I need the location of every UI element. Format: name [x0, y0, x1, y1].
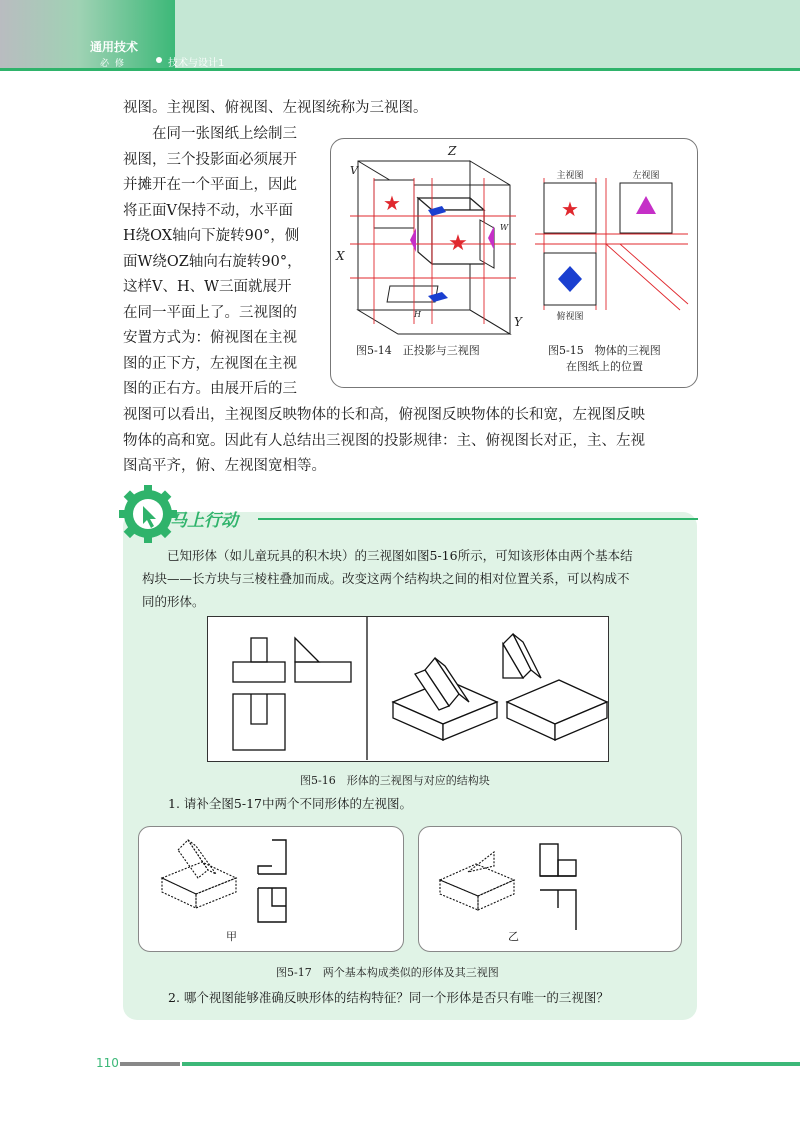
- plane-h: [358, 310, 510, 334]
- wrapped-paragraph: [123, 122, 323, 403]
- wrapped-line: 在同一张图纸上绘制三: [152, 126, 297, 142]
- wrapped-line: 并摊开在一个平面上，因此: [123, 177, 297, 193]
- label-yi: 乙: [508, 930, 519, 943]
- label-top-view: 俯视图: [556, 312, 584, 322]
- action-title: 马上行动: [170, 511, 238, 531]
- yi-isometric: [440, 852, 514, 910]
- full-line: 图高平齐，俯、左视图宽相等。: [123, 458, 326, 474]
- wrapped-line: 图的正下方，左视图在主视: [123, 355, 297, 372]
- fig517-caption: 图5-17 两个基本构成类似的形体及其三视图: [276, 966, 499, 979]
- action-line: 已知形体（如儿童玩具的积木块）的三视图如图5-16所示，可知该形体由两个基本结: [167, 548, 633, 563]
- full-line: 物体的高和宽。因此有人总结出三视图的投影规律：主、俯视图长对正，主、左视: [123, 432, 645, 449]
- isometric-blocks: [393, 634, 607, 740]
- wrapped-line: 面W绕OZ轴向右旋转90°，: [123, 253, 302, 270]
- label-left-view: 左视图: [632, 171, 660, 181]
- fig516-caption: 图5-16 形体的三视图与对应的结构块: [300, 774, 490, 787]
- body-line-0: 视图。主视图、俯视图、左视图统称为三视图。: [123, 100, 428, 116]
- wrapped-line: 图的正右方。由展开后的三: [123, 381, 297, 397]
- question-2: 2. 哪个视图能够准确反映形体的结构特征？同一个形体是否只有唯一的三视图？: [168, 990, 609, 1005]
- full-line: 视图可以看出，主视图反映物体的长和高，俯视图反映物体的长和宽，左视图反映: [123, 407, 645, 423]
- action-line: 构块——长方块与三棱柱叠加而成。改变这两个结构块之间的相对位置关系，可以构成不: [142, 571, 630, 586]
- jia-views: [258, 840, 286, 922]
- full-paragraph: [123, 403, 645, 480]
- axis-y: Y: [514, 315, 522, 329]
- wrapped-line: 将正面V保持不动，水平面: [123, 202, 293, 219]
- top-outline: [233, 694, 285, 750]
- page-number: 110: [96, 1056, 119, 1070]
- fig515-caption-1: 图5-15 物体的三视图: [548, 344, 661, 357]
- footer-gray-bar: [120, 1062, 180, 1066]
- figure-517-drawing: [138, 826, 682, 950]
- front-base: [233, 662, 285, 682]
- plane-label-v: V: [350, 164, 358, 177]
- wrapped-line: 视图，三个投影面必须展开: [123, 151, 297, 168]
- left-triangle: [295, 638, 319, 662]
- series-title: 通用技术: [90, 40, 139, 54]
- jia-isometric: [162, 840, 236, 908]
- top-inner: [251, 694, 267, 724]
- wrapped-line: 安置方式为：俯视图在主视: [123, 330, 297, 346]
- fig515-caption-2: 在图纸上的位置: [566, 360, 643, 373]
- h-projection: [387, 286, 438, 302]
- triangle-left-icon: [410, 228, 416, 252]
- header-gradient: [0, 0, 175, 68]
- header-dot: [156, 57, 162, 63]
- wrapped-line: 这样V、H、W三面就展开: [123, 279, 292, 295]
- wrapped-line: 在同一平面上了。三视图的: [123, 304, 297, 321]
- star-v-icon: ★: [383, 191, 401, 215]
- star-front-icon: ★: [448, 231, 468, 256]
- front-top-block: [251, 638, 267, 662]
- fig514-caption: 图5-14 正投影与三视图: [356, 344, 480, 357]
- action-title-rule: [258, 518, 698, 520]
- left-base: [295, 662, 351, 682]
- action-paragraph: [142, 544, 633, 613]
- figure-516-drawing: [207, 616, 610, 763]
- footer-green-bar: [182, 1062, 800, 1066]
- book-title: 技术与设计1: [168, 58, 225, 69]
- axis-z: Z: [448, 144, 457, 158]
- question-1: 1. 请补全图5-17中两个不同形体的左视图。: [168, 796, 412, 811]
- axis-x: X: [336, 249, 345, 263]
- three-view-drawing: [233, 638, 351, 750]
- cube-left: [418, 198, 432, 264]
- label-front-view: 主视图: [556, 171, 584, 181]
- plane-label-w: W: [500, 223, 509, 232]
- yi-views: [540, 844, 576, 930]
- gear-icon: [118, 484, 178, 544]
- front-star-icon: ★: [561, 197, 579, 221]
- volume-type: 必修: [100, 59, 131, 69]
- wrapped-line: H绕OX轴向下旋转90°，侧: [123, 228, 300, 244]
- label-jia: 甲: [226, 930, 237, 943]
- plane-label-h: H: [414, 310, 421, 319]
- action-line: 同的形体。: [142, 594, 205, 609]
